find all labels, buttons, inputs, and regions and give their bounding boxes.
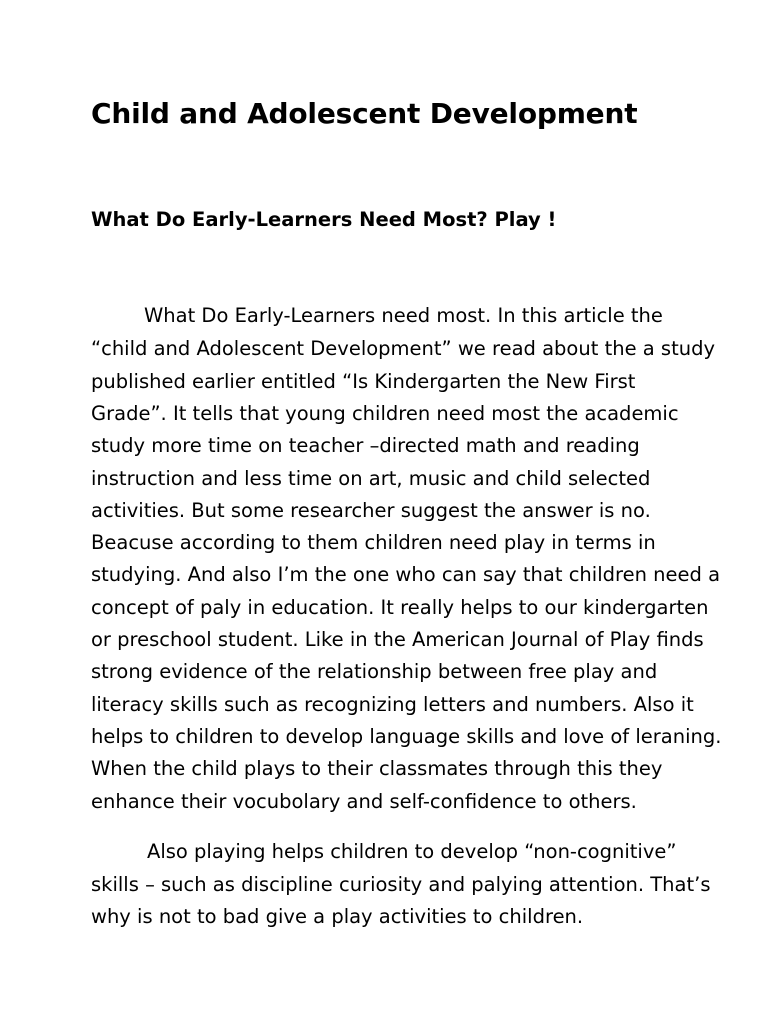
paragraph-line: study more time on teacher –directed math and reading (91, 434, 640, 457)
paragraph-line: When the child plays to their classmates through this they (91, 757, 663, 780)
paragraph-line: concept of paly in education. It really helps to our kindergarten (91, 596, 709, 619)
paragraph-line: Grade”. It tells that young children need most the academic (91, 402, 679, 425)
paragraph-line: literacy skills such as recognizing letters and numbers. Also it (91, 693, 694, 716)
paragraph-line: instruction and less time on art, music and child selected (91, 467, 651, 490)
document-subtitle: What Do Early-Learners Need Most? Play ! (91, 208, 557, 231)
paragraph-line: helps to children to develop language skills and love of leraning. (91, 725, 722, 748)
document-title: Child and Adolescent Development (91, 97, 638, 130)
paragraph-line: why is not to bad give a play activities to children. (91, 905, 584, 928)
paragraph-line: activities. But some researcher suggest the answer is no. (91, 499, 651, 522)
paragraph-line: skills – such as discipline curiosity and palying attention. That’s (91, 873, 711, 896)
paragraph-line: published earlier entitled “Is Kindergarten the New First (91, 370, 636, 393)
paragraph-line: strong evidence of the relationship between free play and (91, 660, 658, 683)
paragraph-line: “child and Adolescent Development” we read about the a study (91, 337, 715, 360)
paragraph-line: Beacuse according to them children need play in terms in (91, 531, 656, 554)
paragraph-line: studying. And also I’m the one who can say that children need a (91, 563, 721, 586)
paragraph-line: or preschool student. Like in the American Journal of Play finds (91, 628, 704, 651)
paragraph-line: Also playing helps children to develop “non-cognitive” (147, 840, 677, 863)
paragraph-line: What Do Early-Learners need most. In this article the (144, 304, 663, 327)
paragraph-line: enhance their vocubolary and self-confidence to others. (91, 790, 637, 813)
